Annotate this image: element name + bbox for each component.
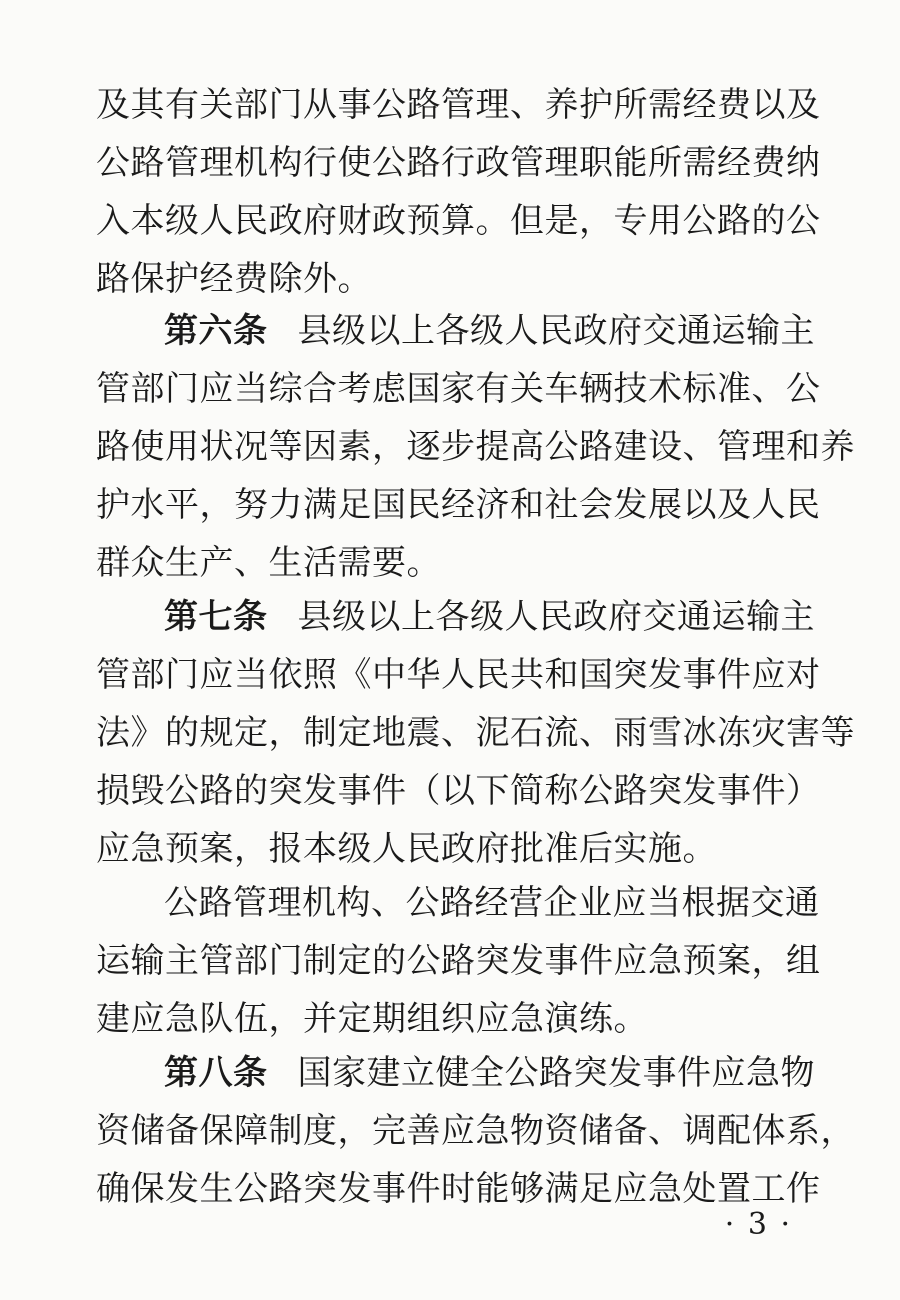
text-line: 护水平，努力满足国民经济和社会发展以及人民 (96, 485, 821, 525)
article-7-paragraph-2 (96, 874, 821, 1048)
text-line: 建应急队伍，并定期组织应急演练。 (96, 999, 648, 1039)
text-line: 确保发生公路突发事件时能够满足应急处置工作 (96, 1169, 821, 1209)
article-6 (96, 302, 855, 592)
article-7 (96, 588, 855, 878)
text-line: 入本级人民政府财政预算。但是，专用公路的公 (96, 201, 821, 241)
text-line: 及其有关部门从事公路管理、养护所需经费以及 (96, 85, 821, 125)
text-line: 应急预案，报本级人民政府批准后实施。 (96, 829, 717, 869)
article-heading: 第六条 (164, 311, 268, 351)
text-line: 路保护经费除外。 (96, 259, 372, 299)
text-line: 县级以上各级人民政府交通运输主 (297, 311, 815, 351)
text-line: 资储备保障制度，完善应急物资储备、调配体系， (96, 1111, 855, 1151)
text-line: 公路管理机构行使公路行政管理职能所需经费纳 (96, 143, 821, 183)
text-line: 损毁公路的突发事件（以下简称公路突发事件） (96, 771, 821, 811)
text-line: 运输主管部门制定的公路突发事件应急预案，组 (96, 941, 821, 981)
article-first-line (96, 1044, 815, 1102)
article-8 (96, 1044, 855, 1218)
article-heading: 第八条 (164, 1053, 268, 1093)
text-line: 群众生产、生活需要。 (96, 543, 441, 583)
text-line: 县级以上各级人民政府交通运输主 (297, 597, 815, 637)
text-line: 管部门应当综合考虑国家有关车辆技术标准、公 (96, 369, 821, 409)
page-number: · 3 · (724, 1207, 792, 1242)
text-line: 路使用状况等因素，逐步提高公路建设、管理和养 (96, 427, 855, 467)
article-5-continuation (96, 76, 821, 308)
article-first-line (96, 302, 815, 360)
text-line: 法》的规定，制定地震、泥石流、雨雪冰冻灾害等 (96, 713, 855, 753)
text-line: 公路管理机构、公路经营企业应当根据交通 (164, 883, 820, 923)
text-line: 管部门应当依照《中华人民共和国突发事件应对 (96, 655, 821, 695)
article-heading: 第七条 (164, 597, 268, 637)
article-first-line (96, 588, 815, 646)
text-line: 国家建立健全公路突发事件应急物 (297, 1053, 815, 1093)
